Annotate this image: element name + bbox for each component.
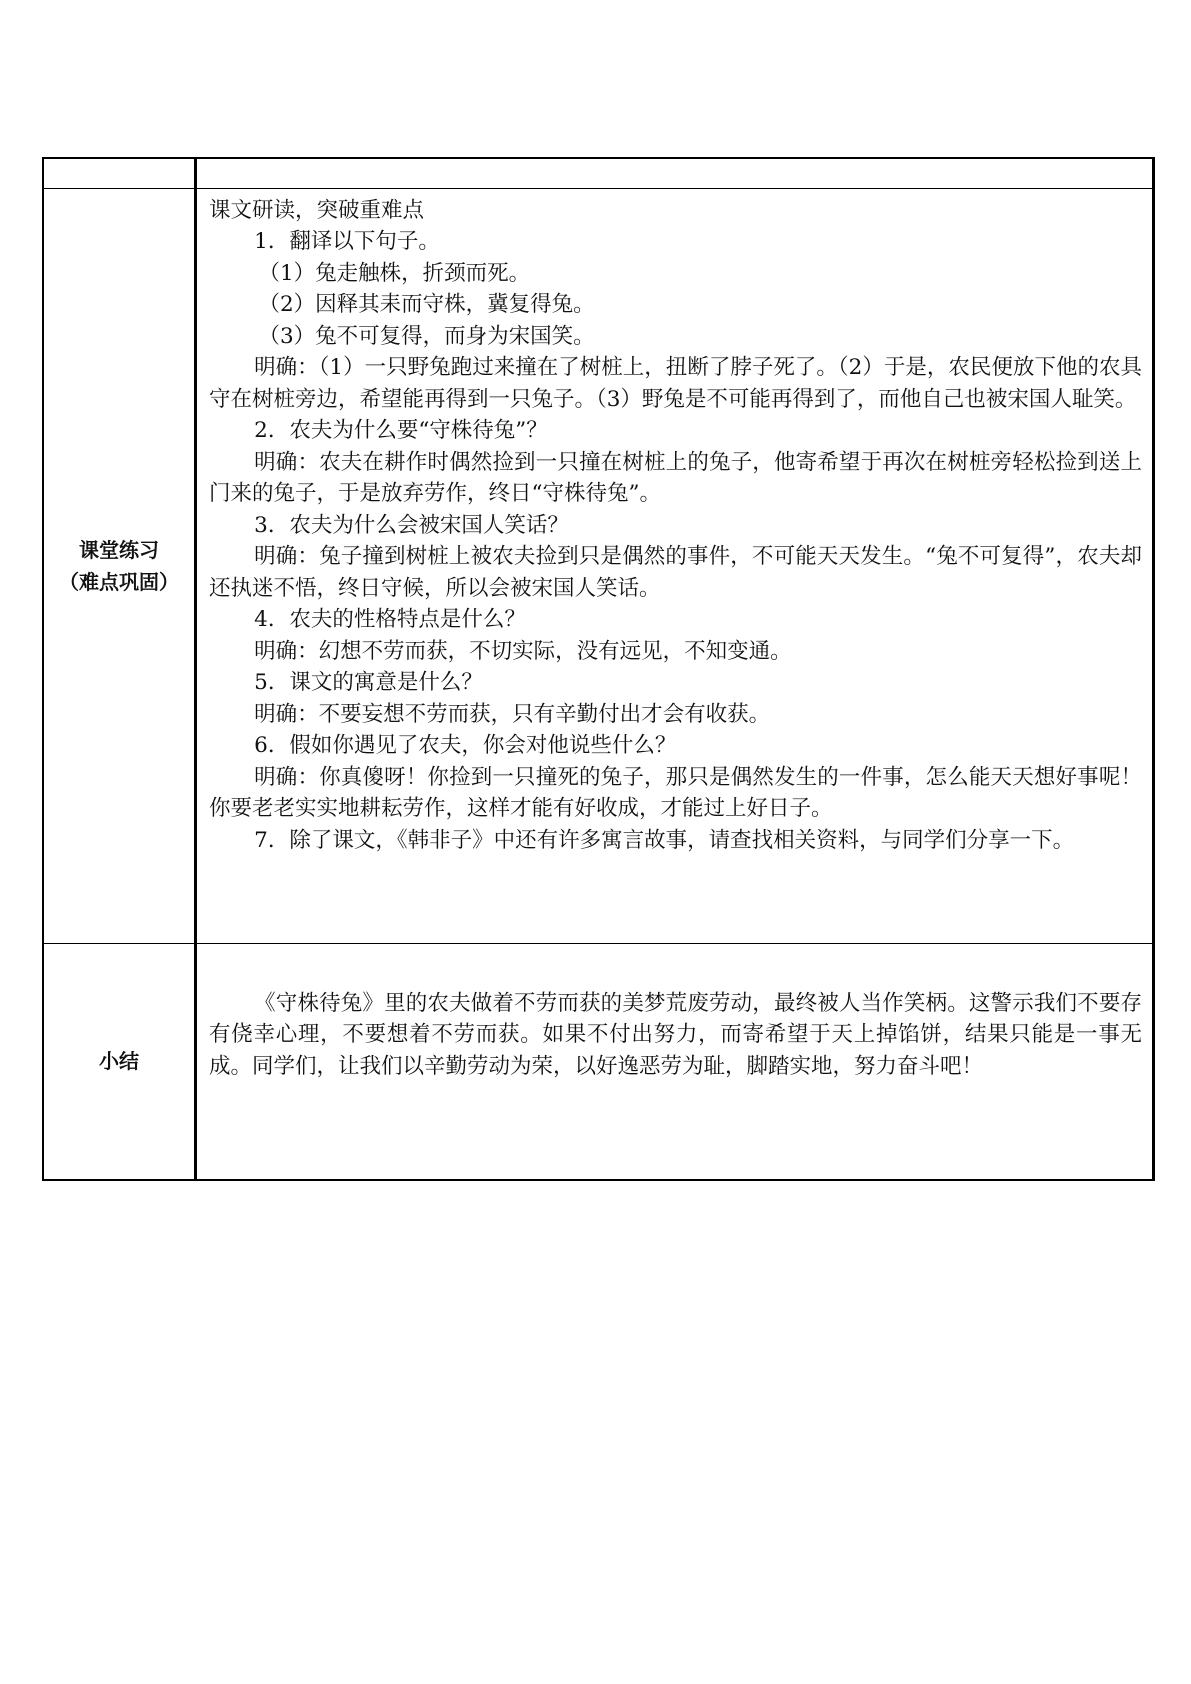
question-1: 1．翻译以下句子。: [254, 229, 440, 254]
question-5: 5．课文的寓意是什么？: [254, 670, 483, 695]
question-2: 2．农夫为什么要“守株待兔”？: [254, 418, 548, 443]
answer-4: 明确：幻想不劳而获，不切实际，没有远见，不知变通。: [254, 638, 792, 664]
header-content-cell: [196, 158, 1154, 188]
practice-label-title: 课堂练习: [79, 537, 159, 562]
practice-content: [197, 189, 1152, 857]
summary-content-cell: [196, 943, 1154, 1180]
practice-heading: 课文研读，突破重难点: [209, 197, 425, 223]
answer-2: 明确：农夫在耕作时偶然捡到一只撞在树桩上的兔子，他寄希望于再次在树桩旁轻松捡到送上门来的兔子，于是放弃劳作，终日“守株待兔”。: [209, 449, 1142, 506]
practice-row: [43, 188, 1154, 943]
question-7: 7．除了课文，《韩非子》中还有许多寓言故事，请查找相关资料，与同学们分享一下。: [254, 827, 1075, 853]
question-1-sentence-2: （2）因释其耒而守株，冀复得兔。: [258, 292, 595, 317]
answer-5: 明确：不要妄想不劳而获，只有辛勤付出才会有收获。: [254, 701, 771, 727]
summary-label: 小结: [99, 1049, 139, 1074]
summary-label-cell: [43, 943, 196, 1180]
table-header-row: [43, 158, 1154, 188]
answer-3: 明确：兔子撞到树桩上被农夫捡到只是偶然的事件，不可能天天发生。“兔不可复得”，农夫却还执迷不悟，终日守候，所以会被宋国人笑话。: [209, 544, 1142, 601]
question-4: 4．农夫的性格特点是什么？: [254, 607, 526, 632]
practice-content-cell: [196, 188, 1154, 943]
answer-1: 明确：（1）一只野兔跑过来撞在了树桩上，扭断了脖子死了。（2）于是，农民便放下他的农具守在树桩旁边，希望能再得到一只兔子。（3）野兔是不可能再得到了，而他自己也被宋国人耻笑。: [209, 355, 1142, 412]
question-1-sentence-1: （1）兔走触株，折颈而死。: [258, 260, 531, 286]
summary-text: 《守株待兔》里的农夫做着不劳而获的美梦荒废劳动，最终被人当作笑柄。这警示我们不要存有侥幸心理，不要想着不劳而获。如果不付出努力，而寄希望于天上掉馅饼，结果只能是一事无成。同学们，让我们以辛勤劳动为荣，以好逸恶劳为耻，脚踏实地，努力奋斗吧！: [209, 990, 1142, 1079]
summary-content: [197, 944, 1152, 1083]
lesson-plan-table: [42, 157, 1155, 1181]
summary-row: [43, 943, 1154, 1180]
question-1-sentence-3: （3）兔不可复得，而身为宋国笑。: [258, 323, 595, 349]
question-6: 6．假如你遇见了农夫，你会对他说些什么？: [254, 733, 677, 758]
answer-6: 明确：你真傻呀！你捡到一只撞死的兔子，那只是偶然发生的一件事，怎么能天天想好事呢！你要老老实实地耕耘劳作，这样才能有好收成，才能过上好日子。: [209, 764, 1142, 821]
practice-label-cell: [43, 188, 196, 943]
practice-label-subtitle: （难点巩固）: [59, 569, 179, 594]
question-3: 3．农夫为什么会被宋国人笑话？: [254, 512, 569, 538]
header-label-cell: [43, 158, 196, 188]
